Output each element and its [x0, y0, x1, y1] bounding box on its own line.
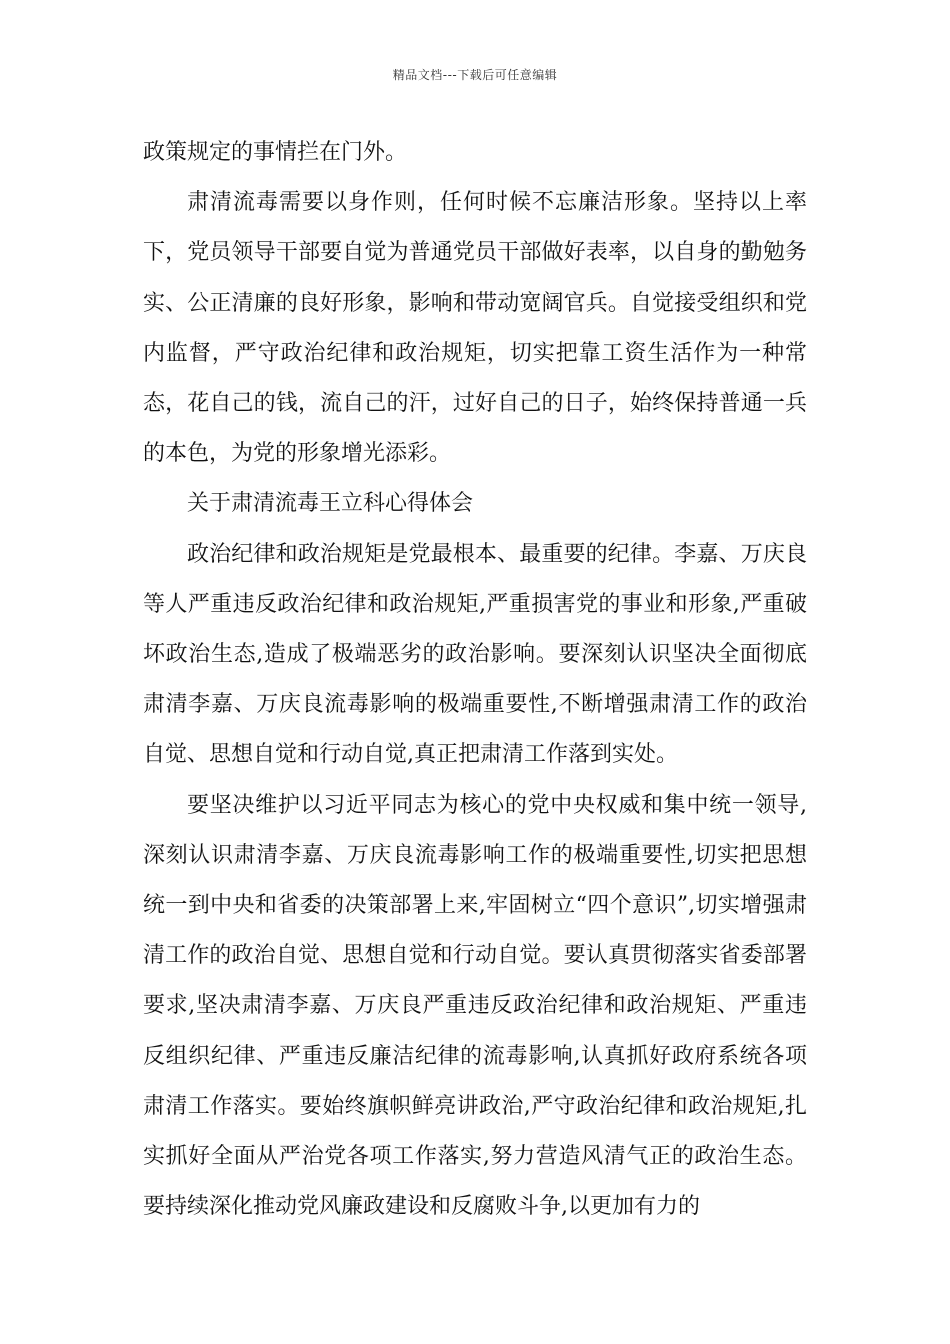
page-header: 精品文档---下载后可任意编辑	[392, 68, 558, 82]
paragraph: 政治纪律和政治规矩是党最根本、最重要的纪律。李嘉、万庆良等人严重违反政治纪律和政治规矩,严重损害党的事业和形象,严重破坏政治生态,造成了极端恶劣的政治影响。要深刻认识坚决全面彻底肃清李嘉、万庆良流毒影响的极端重要性,不断增强肃清工作的政治自觉、思想自觉和行动自觉,真正把肃清工作落到实处。	[143, 541, 807, 768]
paragraph: 肃清流毒需要以身作则，任何时候不忘廉洁形象。坚持以上率下，党员领导干部要自觉为普通党员干部做好表率，以自身的勤勉务实、公正清廉的良好形象，影响和带动宽阔官兵。自觉接受组织和党内监督，严守政治纪律和政治规矩，切实把靠工资生活作为一种常态，花自己的钱，流自己的汗，过好自己的日子，始终保持普通一兵的本色，为党的形象增光添彩。	[143, 190, 807, 467]
paragraph: 要坚决维护以习近平同志为核心的党中央权威和集中统一领导,深刻认识肃清李嘉、万庆良流毒影响工作的极端重要性,切实把思想统一到中央和省委的决策部署上来,牢固树立“四个意识”,切实增强肃清工作的政治自觉、思想自觉和行动自觉。要认真贯彻落实省委部署要求,坚决肃清李嘉、万庆良严重违反政治纪律和政治规矩、严重违反组织纪律、严重违反廉洁纪律的流毒影响,认真抓好政府系统各项肃清工作落实。要始终旗帜鲜亮讲政治,严守政治纪律和政治规矩,扎实抓好全面从严治党各项工作落实,努力营造风清气正的政治生态。要持续深化推动党风廉政建设和反腐败斗争,以更加有力的	[143, 792, 807, 1220]
paragraph-continuation: 政策规定的事情拦在门外。	[143, 140, 408, 165]
document-body	[143, 128, 807, 1232]
section-heading: 关于肃清流毒王立科心得体会	[187, 491, 474, 517]
